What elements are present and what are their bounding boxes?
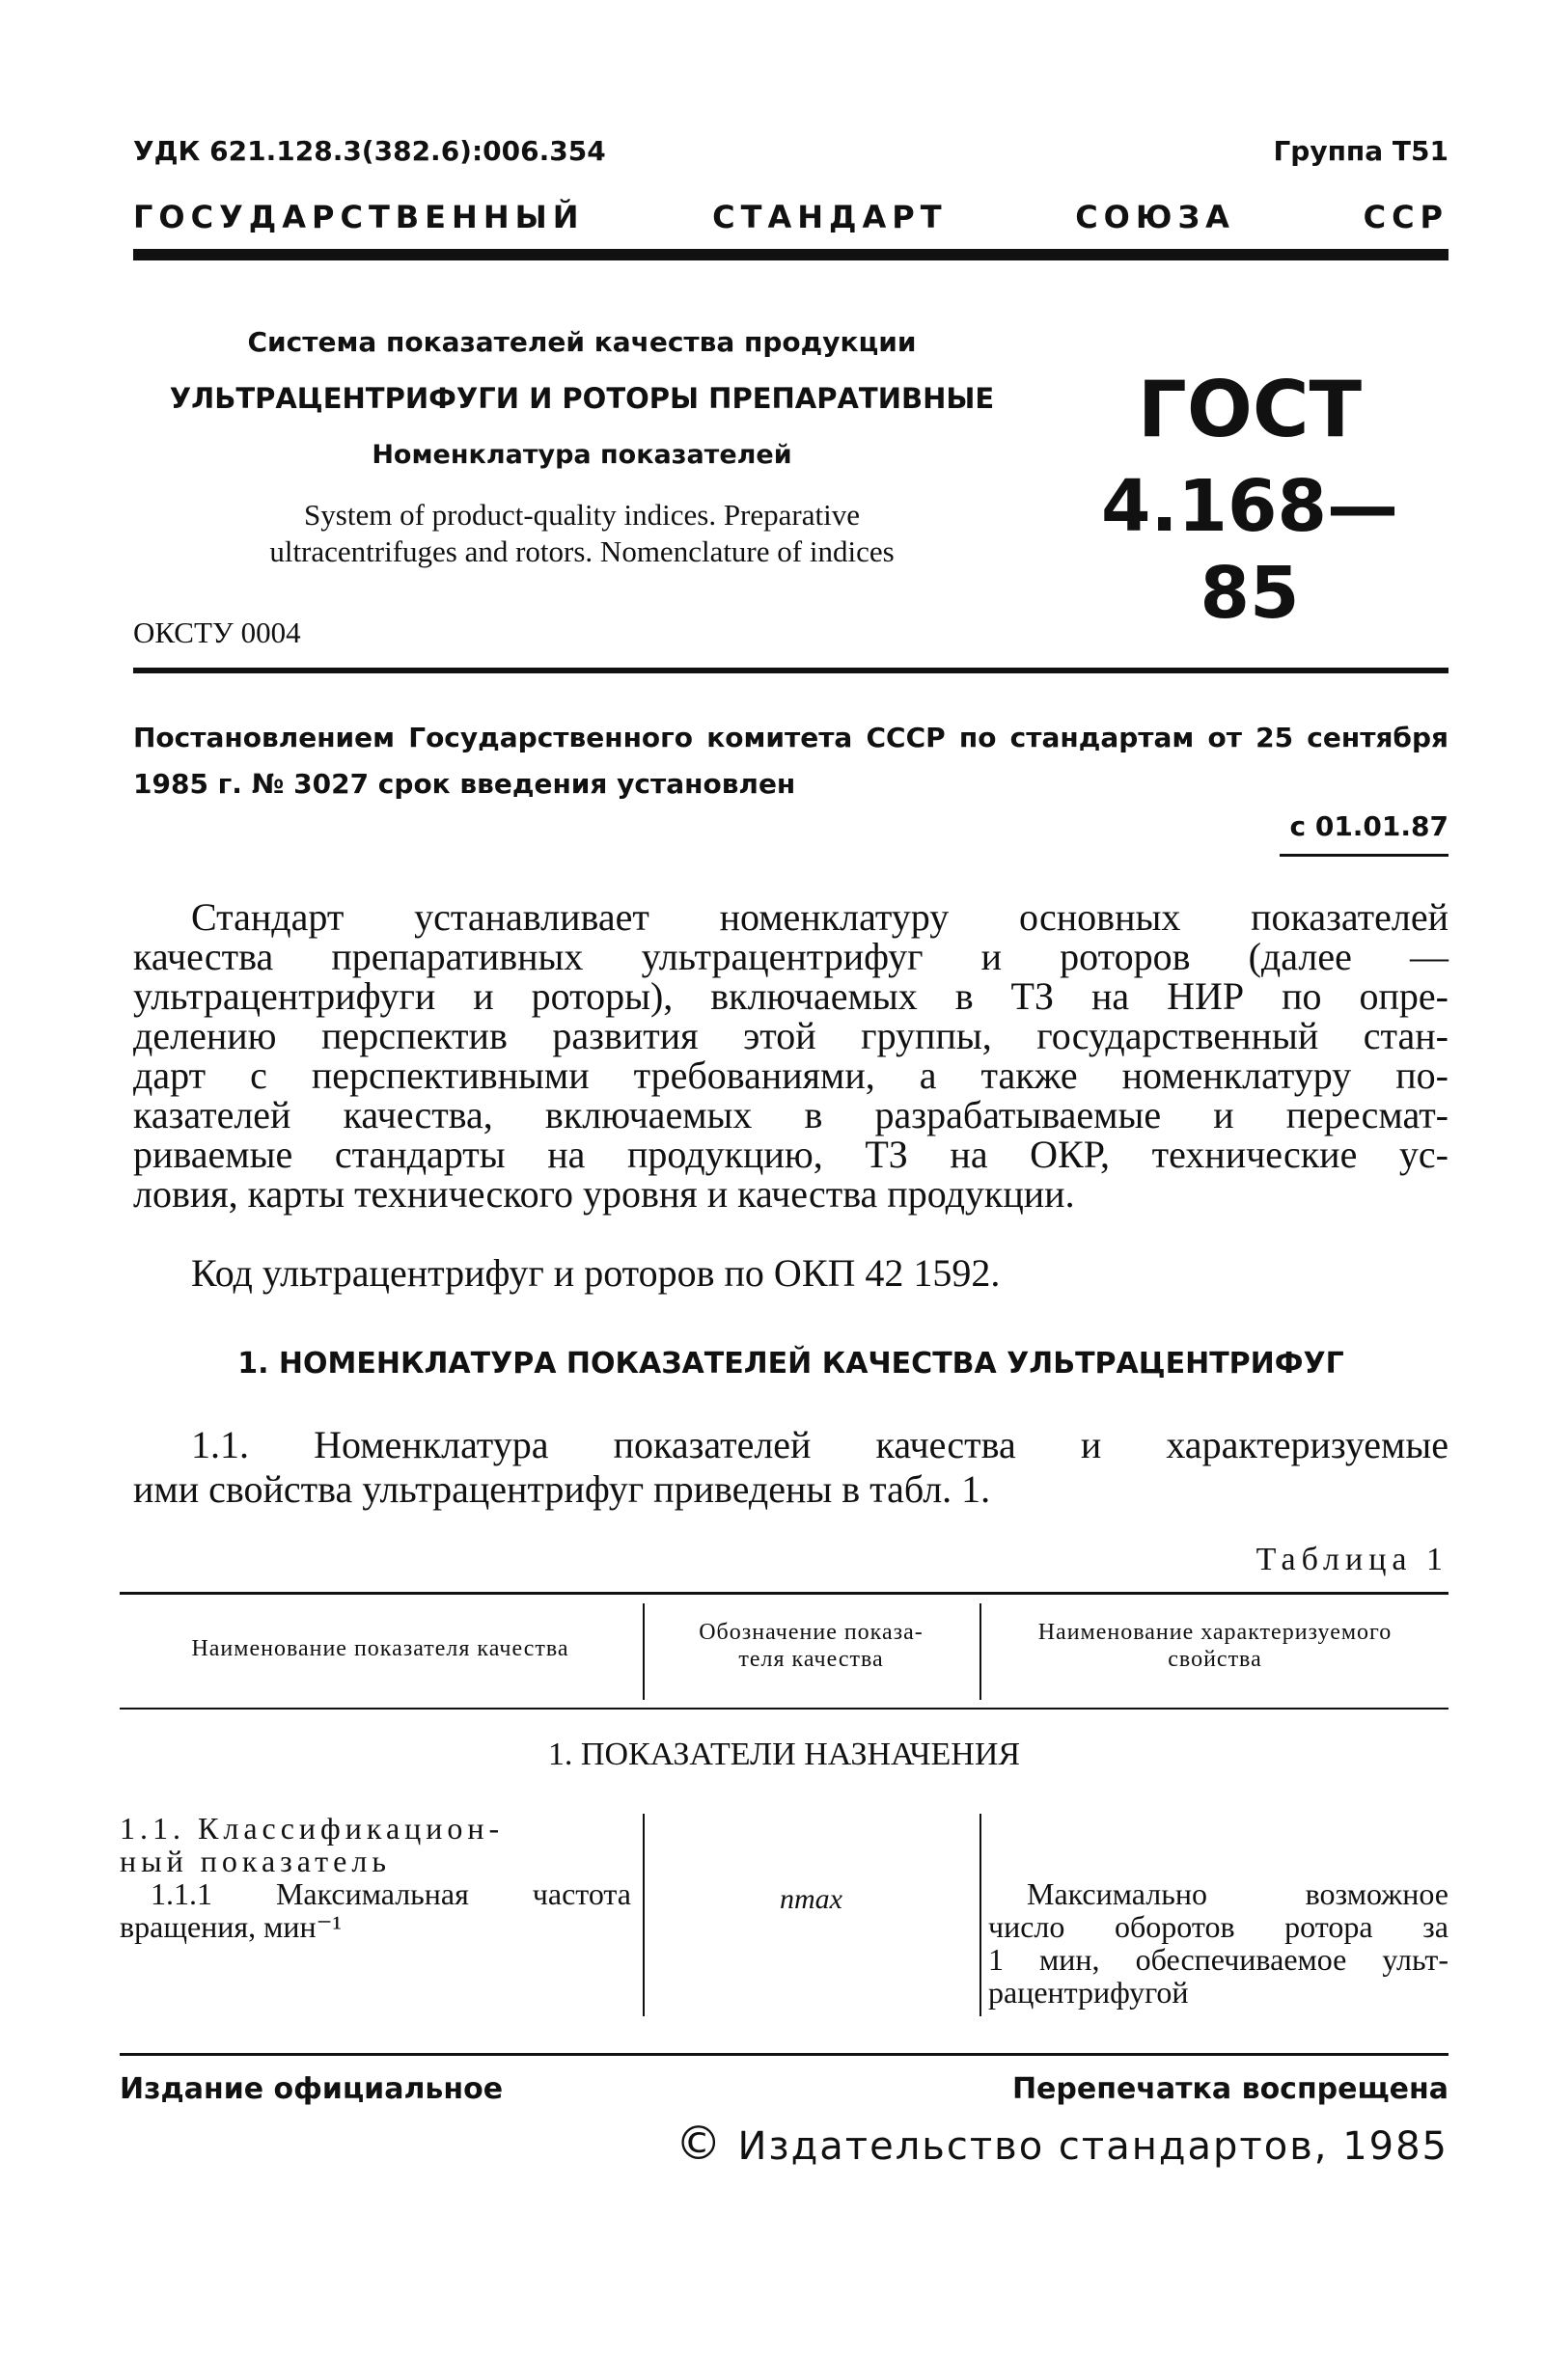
table-header-col2-line1: Обозначение показа- (699, 1620, 924, 1645)
gost-label: ГОСТ (1137, 365, 1363, 454)
reprint-notice: Перепечатка воспрещена (1011, 2072, 1448, 2106)
publisher-name: Издательство стандартов, 1985 (737, 2124, 1448, 2169)
decree-line1: Постановлением Государственного комитета СССР по стандартам от 25 сентября (133, 722, 1448, 753)
section-heading: 1. НОМЕНКЛАТУРА ПОКАЗАТЕЛЕЙ КАЧЕСТВА УЛЬТРАЦЕНТРИФУГ (237, 1347, 1344, 1381)
standard-banner: ГОСУДАРСТВЕННЫЙ СТАНДАРТ СОЮЗА ССР (133, 199, 1448, 235)
decree-line2: 1985 г. № 3027 срок введения установлен (133, 768, 796, 800)
official-edition: Издание официальное (120, 2072, 504, 2106)
publisher-line (676, 2117, 1448, 2171)
title-rule (133, 668, 1448, 673)
table-row-item-line2: вращения, мин⁻¹ (120, 1909, 343, 1944)
okp-code: Код ультрацентрифуг и роторов по ОКП 42 1592. (191, 1251, 1001, 1295)
english-title (133, 497, 1031, 570)
intro-line: Стандарт устанавливает номенклатуру основных показателей (191, 895, 1448, 939)
table-row-group-line2: ный показатель (120, 1844, 391, 1878)
date-underline (1280, 854, 1448, 857)
intro-line: качества препаративных ультрацентрифуг и роторов (далее — (133, 935, 1448, 978)
table-row-desc-line3: 1 мин, обеспечиваемое ульт- (988, 1942, 1448, 1977)
effective-date: с 01.01.87 (1289, 810, 1448, 842)
gost-number: 4.168—85 (1100, 465, 1399, 635)
table-row-group-line1: 1.1. Классификацион- (120, 1811, 505, 1846)
intro-line: казателей качества, включаемых в разрабатываемые и пересмат- (133, 1093, 1448, 1136)
table-header-rule (120, 1708, 1448, 1710)
english-title-line1: System of product-quality indices. Preparative (304, 498, 860, 532)
intro-paragraph (133, 897, 1448, 1214)
document-title: УЛЬТРАЦЕНТРИФУГИ И РОТОРЫ ПРЕПАРАТИВНЫЕ (169, 382, 995, 415)
table-row-desc-line2: число оборотов ротора за (988, 1909, 1448, 1944)
copyright-icon: © (675, 2117, 724, 2171)
table-group-title: 1. ПОКАЗАТЕЛИ НАЗНАЧЕНИЯ (547, 1737, 1021, 1772)
okstu-code: ОКСТУ 0004 (133, 616, 301, 649)
table-body-divider (979, 1814, 981, 2016)
intro-line: дарт с перспективными требованиями, а также номенклатуру по- (133, 1053, 1448, 1097)
table-header-col2 (645, 1619, 978, 1673)
table-row-desc-line1: Максимально возможное (1027, 1876, 1448, 1911)
group-code: Группа Т51 (1273, 135, 1448, 167)
section-para-line2: ими свойства ультрацентрифуг приведены в табл. 1. (133, 1467, 991, 1511)
table-caption: Таблица 1 (1255, 1542, 1448, 1577)
table-header-col3 (981, 1619, 1448, 1673)
section-para-line1: 1.1. Номенклатура показателей качества и характеризуемые (191, 1423, 1448, 1466)
table-header-col1: Наименование показателя качества (191, 1636, 569, 1661)
table-header-col3-line1: Наименование характеризуемого (1037, 1620, 1393, 1645)
intro-line: риваемые стандарты на продукцию, ТЗ на ОКР, технические ус- (133, 1133, 1448, 1176)
banner-rule (133, 249, 1448, 260)
table-top-rule (120, 1592, 1448, 1595)
intro-line: ультрацентрифуги и роторы), включаемых в ТЗ на НИР по опре- (133, 974, 1448, 1018)
table-row-item-line1: 1.1.1 Максимальная частота (151, 1876, 631, 1911)
table-row-symbol: nmax (780, 1883, 842, 1915)
table-row-desc-line4: рацентрифугой (988, 1975, 1189, 2010)
table-header-col2-line2: теля качества (738, 1647, 884, 1672)
footer-rule (120, 2053, 1448, 2056)
table-header-col3-line2: свойства (1168, 1647, 1262, 1672)
document-subtitle: Номенклатура показателей (372, 440, 792, 470)
system-title: Система показателей качества продукции (247, 326, 917, 358)
table-row-name (120, 1812, 631, 1943)
intro-line: ловия, карты технического уровня и качества продукции. (133, 1172, 1075, 1216)
intro-line: делению перспектив развития этой группы, государственный стан- (133, 1014, 1448, 1057)
udk-code: УДК 621.128.3(382.6):006.354 (133, 135, 606, 167)
english-title-line2: ultracentrifuges and rotors. Nomenclature of indices (269, 534, 895, 568)
table-row-description (988, 1877, 1448, 2009)
